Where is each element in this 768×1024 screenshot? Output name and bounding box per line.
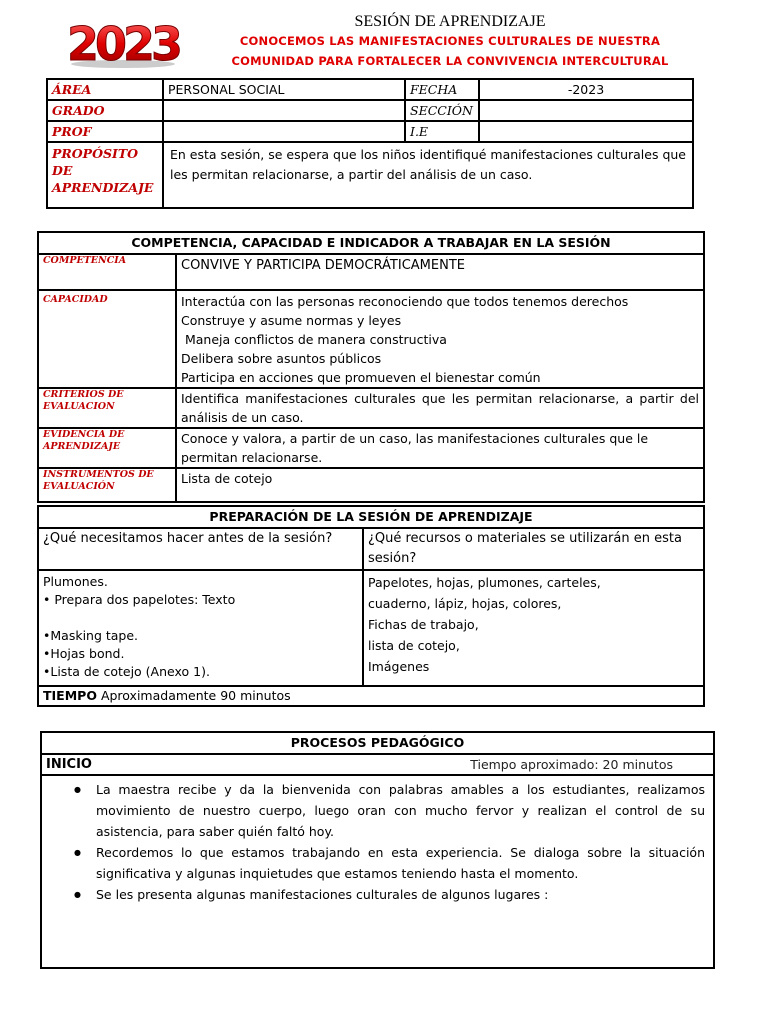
ie-label: I.E <box>405 121 479 142</box>
capacidad-item: Participa en acciones que promueven el bienestar común <box>181 370 541 385</box>
material-item: Fichas de trabajo, <box>368 617 479 632</box>
preparacion-table <box>37 505 705 707</box>
preparation-item: Plumones. <box>43 574 108 589</box>
instrumentos-label: INSTRUMENTOS DE EVALUACIÓN <box>38 468 176 502</box>
preparacion-header: PREPARACIÓN DE LA SESIÓN DE APRENDIZAJE <box>38 506 704 528</box>
grado-value <box>163 100 405 121</box>
capacidad-item: Maneja conflictos de manera constructiva <box>181 332 447 347</box>
inicio-label: INICIO <box>46 757 92 772</box>
competencia-value: CONVIVE Y PARTICIPA DEMOCRÁTICAMENTE <box>176 254 704 290</box>
list-item: ● Se les presenta algunas manifestaciones culturales de algunos lugares : <box>96 884 709 905</box>
question-materials: ¿Qué recursos o materiales se utilizarán en esta sesión? <box>363 528 704 570</box>
preparation-item: •Masking tape. <box>43 628 139 643</box>
tiempo-label: TIEMPO <box>43 688 97 703</box>
page-title: SESIÓN DE APRENDIZAJE <box>354 13 546 30</box>
preparation-item: •Hojas bond. <box>43 646 125 661</box>
competencia-label: COMPETENCIA <box>38 254 176 290</box>
inicio-row <box>41 754 714 775</box>
list-item: ● Recordemos lo que estamos trabajando en esta experiencia. Se dialoga sobre la situación significativa y algunas inquietudes que estamos teniendo hasta el momento. <box>96 842 709 884</box>
criterios-value: Identifica manifestaciones culturales que les permitan relacionarse, a partir del análisis de un caso. <box>176 388 704 428</box>
session-subtitle-line1: CONOCEMOS LAS MANIFESTACIONES CULTURALES DE NUESTRA <box>239 34 661 48</box>
competencia-table <box>37 231 705 503</box>
capacidad-item: Delibera sobre asuntos públicos <box>181 351 382 366</box>
proposito-value: En esta sesión, se espera que los niños identifiqué manifestaciones culturales que les permitan relacionarse, a partir del análisis de un caso. <box>163 142 693 208</box>
material-item: Imágenes <box>368 659 430 674</box>
seccion-label: SECCIÓN <box>405 100 479 121</box>
logo-text: 2023 <box>66 17 180 68</box>
seccion-value <box>479 100 693 121</box>
preparation-item: • Prepara dos papelotes: Texto <box>43 592 236 607</box>
evidencia-value: Conoce y valora, a partir de un caso, las manifestaciones culturales que le permitan relacionarse. <box>176 428 704 468</box>
competencia-header: COMPETENCIA, CAPACIDAD E INDICADOR A TRABAJAR EN LA SESIÓN <box>38 232 704 254</box>
prof-value <box>163 121 405 142</box>
inicio-time: Tiempo aproximado: 20 minutos <box>470 757 673 772</box>
fecha-label: FECHA <box>405 79 479 100</box>
instrumentos-value: Lista de cotejo <box>176 468 704 502</box>
inicio-content <box>41 775 714 968</box>
fecha-value: -2023 <box>479 79 693 100</box>
prof-label: PROF <box>47 121 163 142</box>
preparation-item: •Lista de cotejo (Anexo 1). <box>43 664 210 679</box>
area-value: PERSONAL SOCIAL <box>163 79 405 100</box>
procesos-table <box>40 731 715 969</box>
area-label: ÁREA <box>47 79 163 100</box>
question-before-session: ¿Qué necesitamos hacer antes de la sesión? <box>38 528 363 570</box>
tiempo-row <box>38 686 704 706</box>
material-item: lista de cotejo, <box>368 638 460 653</box>
session-subtitle-line2: COMUNIDAD PARA FORTALECER LA CONVIVENCIA INTERCULTURAL <box>231 54 669 68</box>
info-table <box>46 78 694 209</box>
proposito-label: PROPÓSITO DE APRENDIZAJE <box>47 142 163 208</box>
logo-2023 <box>64 16 182 68</box>
ie-value <box>479 121 693 142</box>
grado-label: GRADO <box>47 100 163 121</box>
preparation-list <box>38 570 363 686</box>
inicio-bullet-list <box>46 779 709 905</box>
criterios-label: CRITERIOS DE EVALUACION <box>38 388 176 428</box>
capacidad-item: Construye y asume normas y leyes <box>181 313 402 328</box>
material-item: cuaderno, lápiz, hojas, colores, <box>368 596 562 611</box>
materials-list <box>363 570 704 686</box>
procesos-header: PROCESOS PEDAGÓGICO <box>41 732 714 754</box>
preparation-item <box>43 609 358 627</box>
tiempo-value: Aproximadamente 90 minutos <box>100 688 291 703</box>
capacidad-list <box>176 290 704 388</box>
list-item: ● La maestra recibe y da la bienvenida con palabras amables a los estudiantes, realizamos movimiento de nuestro cuerpo, luego oran con mucho fervor y realizan el control de su asistencia, para saber quién faltó hoy. <box>96 779 709 842</box>
evidencia-label: EVIDENCIA DE APRENDIZAJE <box>38 428 176 468</box>
capacidad-item: Interactúa con las personas reconociendo que todos tenemos derechos <box>181 294 629 309</box>
capacidad-label: CAPACIDAD <box>38 290 176 388</box>
material-item: Papelotes, hojas, plumones, carteles, <box>368 575 601 590</box>
